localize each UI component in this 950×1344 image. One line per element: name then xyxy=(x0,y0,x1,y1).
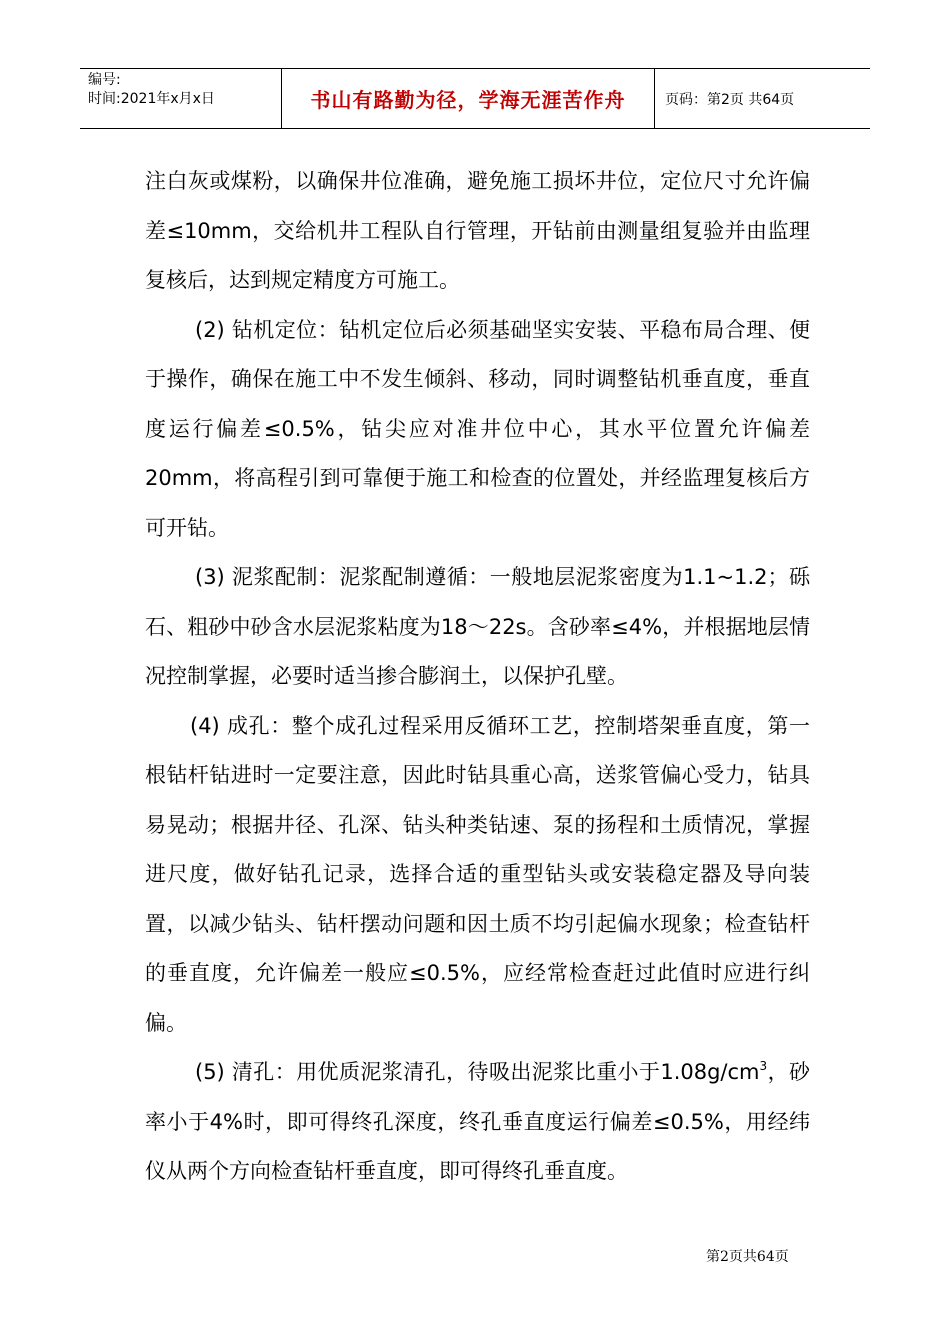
page-header xyxy=(80,68,870,129)
paragraph-3: (3) 泥浆配制：泥浆配制遵循：一般地层泥浆密度为1.1~1.2；砾石、粗砂中砂含水层泥浆粘度为18～22s。含砂率≤4%，并根据地层情况控制掌握，必要时适当掺合膨润土，以保护孔壁。 xyxy=(145,565,810,688)
superscript-3: 3 xyxy=(759,1059,768,1073)
page-footer: 第2页共64页 xyxy=(706,1249,789,1265)
paragraph-1: 注白灰或煤粉，以确保井位准确，避免施工损坏井位，定位尺寸允许偏差≤10mm，交给机井工程队自行管理，开钻前由测量组复验并由监理复核后，达到规定精度方可施工。 xyxy=(145,169,810,292)
paragraph-2: (2) 钻机定位：钻机定位后必须基础坚实安装、平稳布局合理、便于操作，确保在施工中不发生倾斜、移动，同时调整钻机垂直度，垂直度运行偏差≤0.5%，钻尖应对准井位中心，其水平位置允许偏差20mm，将高程引到可靠便于施工和检查的位置处，并经监理复核后方可开钻。 xyxy=(145,317,810,540)
paragraph-5 xyxy=(145,1048,810,1197)
paragraph-5-part-2: ，砂率小于4%时，即可得终孔深度，终孔垂直度运行偏差≤0.5%，用经纬仪从两个方向检查钻杆垂直度，即可得终孔垂直度。 xyxy=(145,1060,811,1183)
doc-number-label: 编号: xyxy=(88,72,121,88)
motto-text: 书山有路勤为径，学海无涯苦作舟 xyxy=(310,88,626,112)
document-body xyxy=(145,157,810,1197)
header-page-info: 页码：第2页 共64页 xyxy=(665,91,795,108)
paragraph-5-part-1: (5) 清孔：用优质泥浆清孔，待吸出泥浆比重小于1.08g/cm xyxy=(195,1060,760,1084)
header-page-cell xyxy=(655,69,870,128)
header-meta-cell xyxy=(80,69,282,128)
paragraph-4: (4) 成孔：整个成孔过程采用反循环工艺，控制塔架垂直度，第一根钻杆钻进时一定要注意，因此时钻具重心高，送浆管偏心受力，钻具易晃动；根据井径、孔深、钻头种类钻速、泵的扬程和土质情况，掌握进尺度，做好钻孔记录，选择合适的重型钻头或安装稳定器及导向装置，以减少钻头、钻杆摆动问题和因土质不均引起偏水现象；检查钻杆的垂直度，允许偏差一般应≤0.5%，应经常检查赶过此值时应进行纠偏。 xyxy=(145,713,810,1035)
header-motto-cell xyxy=(282,69,655,128)
time-label: 时间:2021年x月x日 xyxy=(88,91,215,107)
